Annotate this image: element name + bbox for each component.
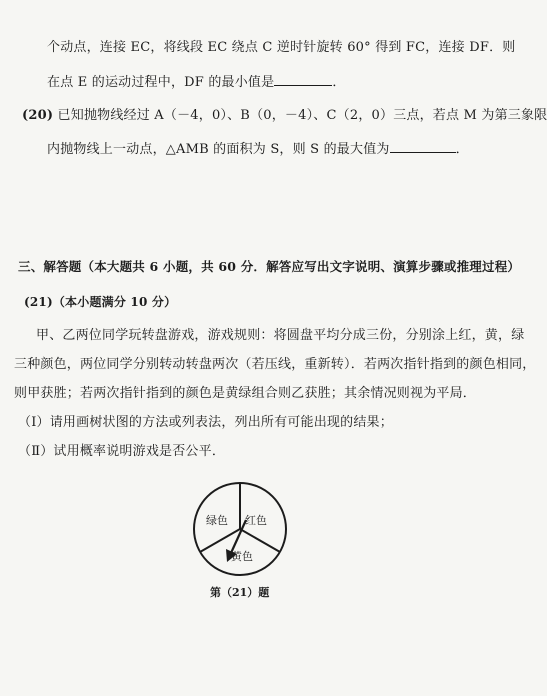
q20-answer-blank[interactable]: [390, 140, 456, 153]
q21-header: (21)（本小题满分 10 分）: [24, 295, 177, 309]
q19-line2: [47, 73, 346, 91]
q19-line2-text: 在点 E 的运动过程中，DF 的最小值是: [47, 75, 275, 90]
label-green: 绿色: [206, 514, 228, 527]
divider-right: [240, 529, 280, 552]
q20-line1: [22, 108, 547, 124]
q19-line1: 个动点，连接 EC，将线段 EC 绕点 C 逆时针旋转 60° 得到 FC，连接 DF．则: [47, 40, 516, 55]
q19-line2-end: ．: [332, 75, 346, 90]
q20-line1-text: 已知抛物线经过 A（－4，0）、B（0，－4）、C（2，0）三点，若点 M 为第三象限: [57, 108, 547, 123]
q21-para1: 甲、乙两位同学玩转盘游戏，游戏规则：将圆盘平均分成三份，分别涂上红，黄，绿: [36, 328, 525, 343]
q21-para3: 则甲获胜；若两次指针指到的颜色是黄绿组合则乙获胜；其余情况则视为平局．: [14, 386, 477, 401]
label-red: 红色: [245, 514, 267, 527]
label-yellow: 黄色: [231, 550, 253, 563]
pointer-shaft: [231, 520, 246, 553]
q20-number: (20): [22, 108, 54, 123]
spinner-figure: [190, 480, 310, 580]
q20-line2-text: 内抛物线上一动点，△AMB 的面积为 S，则 S 的最大值为: [47, 142, 390, 157]
q21-para2: 三种颜色，两位同学分别转动转盘两次（若压线，重新转）．若两次指针指到的颜色相同，: [14, 357, 536, 372]
section-heading: 三、解答题（本大题共 6 小题，共 60 分．解答应写出文字说明、演算步骤或推理过程）: [18, 259, 521, 274]
figure-caption: 第（21）题: [210, 586, 270, 599]
q20-line2: [47, 140, 469, 158]
q19-answer-blank[interactable]: [274, 73, 332, 86]
q21-part1: （Ⅰ）请用画树状图的方法或列表法，列出所有可能出现的结果；: [18, 415, 393, 430]
q20-line2-end: ．: [455, 142, 469, 157]
q21-part2: （Ⅱ）试用概率说明游戏是否公平．: [18, 444, 226, 459]
